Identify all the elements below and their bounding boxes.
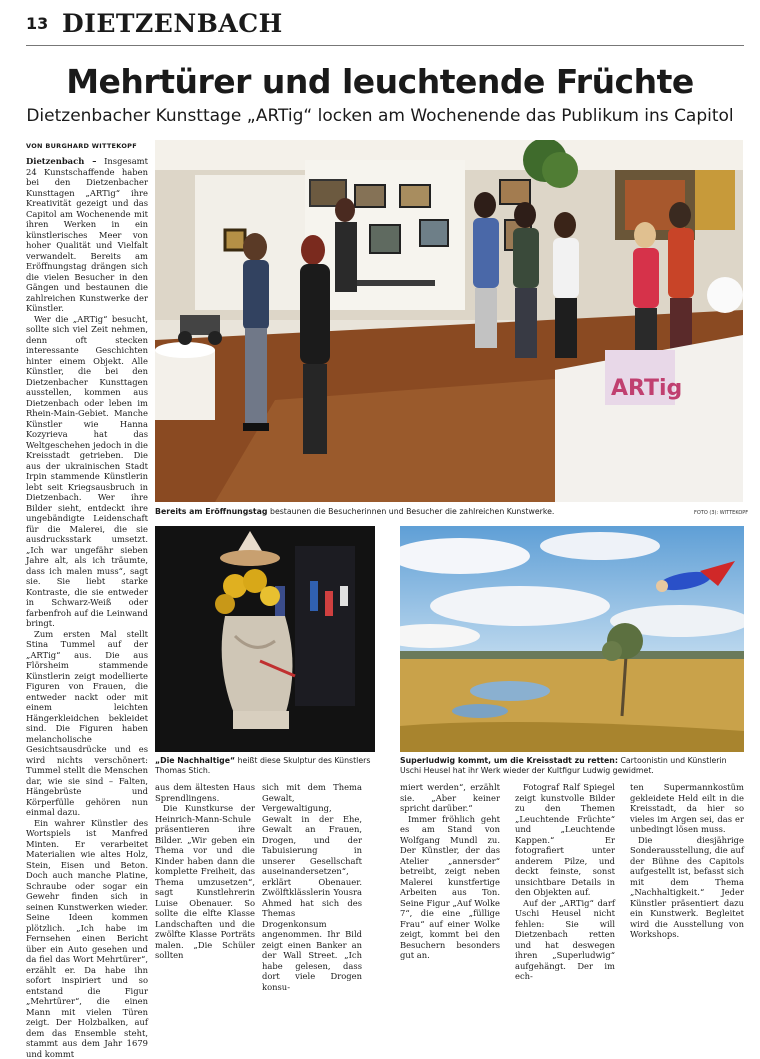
dateline: Dietzenbach – [26, 156, 96, 166]
caption-lead: „Die Nachhaltige“ [155, 756, 235, 765]
headline: Mehrtürer und leuchtende Früchte [0, 62, 760, 101]
section-title: DIETZENBACH [62, 9, 283, 38]
paragraph-text: Insgesamt 24 Kunstschaffende haben bei den Dietzenbacher Kunsttagen „ARTig“ ihre Kreativität gezeigt und das Capitol am Wochenende mit ihren Werken in ein künstlerisches Meer von hoher Qualität und Vielfalt verwandelt. Bereits am Eröffnungstag drängen sich die vielen Besucher in den Gängen und bestaunen die zahlreichen Kunstwerke der Künstler. [26, 156, 148, 313]
paragraph: Fotograf Ralf Spiegel zeigt kunstvolle Bilder zu den Themen „Leuchtende Früchte“ und „Leuchtende Kappen.“ Er fotografiert unter anderem Pilze, und deckt feinste, sonst unsichtbare Details in den Objekten auf. [515, 782, 615, 898]
article-column-4 [400, 782, 500, 961]
exhibition-illustration [155, 140, 743, 502]
caption-text: bestaunen die Besucherinnen und Besucher die zahlreichen Kunstwerke. [268, 507, 555, 516]
header-rule [26, 45, 744, 46]
main-photo-caption [155, 507, 685, 517]
paragraph: Wer die „ARTig“ besucht, sollte sich viel Zeit nehmen, denn oft stecken interessante Geschichten hinter einem Objekt. Alle Künstler, die bei den Dietzenbacher Kunsttagen ausstellen, kommen aus Dietzenbach oder leben im Rhein-Main-Gebiet. Manche Künstler wie Hanna Kozyrieva hat das Weltgeschehen jedoch in die Kreisstadt getrieben. Die aus der ukrainischen Stadt Irpin stammende Künstlerin lebt seit Kriegsausbruch in Dietzenbach. Wer ihre Bilder sieht, entdeckt ihre ungebändigte Leidenschaft für die Malerei, die sie ausdrucksstark umsetzt. „Ich war ungefähr sieben Jahre alt, als ich träumte, dass ich malen muss“, sagt sie. Sie liebt starke Kontraste, die sie entweder in Schwarz-Weiß oder farbenfroh auf die Leinwand bringt. [26, 314, 148, 629]
paragraph: miert werden“, erzählt sie. „Aber keiner spricht darüber.“ [400, 782, 500, 814]
article-column-1 [26, 156, 148, 1059]
paragraph [26, 156, 148, 314]
painting-caption [400, 756, 744, 776]
paragraph: Die Kunstkurse der Heinrich-Mann-Schule präsentieren ihre Bilder. „Wir geben ein Thema vor und die Kinder haben dann die komplette Freiheit, das Thema umzusetzen“, sagt Kunstlehrerin Luise Obenauer. So sollte die elfte Klasse Landschaften und die zwölfte Klasse Porträts malen. „Die Schüler sollten [155, 803, 255, 961]
superludwig-painting-photo [400, 526, 744, 752]
paragraph: Zum ersten Mal stellt Stina Tummel auf der „ARTig“ aus. Die aus Flörsheim stammende Künstlerin zeigt modellierte Figuren von Frauen, die entweder nackt oder mit einem leichten Hängerkleidchen bekleidet sind. Die Figuren haben melancholische Gesichtsausdrücke und es wird nichts verschönert: Tummel stellt die Menschen dar, wie sie sind – Falten, Hängebrüste und Körperfülle gehören nun einmal dazu. [26, 629, 148, 818]
paragraph: Immer fröhlich geht es am Stand von Wolfgang Mundl zu. Der Künstler, der das Atelier „annersder“ betreibt, zeigt neben Malerei kunstfertige Arbeiten aus Ton. Seine Figur „Auf Wolke 7“, die eine „füllige Frau“ auf einer Wolke zeigt, kommt bei den Besuchern besonders gut an. [400, 814, 500, 961]
sculpture-photo [155, 526, 375, 752]
paragraph: Auf der „ARTig“ darf Uschi Heusel nicht fehlen: Sie will Dietzenbach retten und hat deswegen ihren „Superludwig“ aufgehängt. Der im ech- [515, 898, 615, 982]
sculpture-caption [155, 756, 385, 776]
painting-illustration [400, 526, 744, 752]
paragraph: aus dem ältesten Haus Sprendlingens. [155, 782, 255, 803]
subheadline: Dietzenbacher Kunsttage „ARTig“ locken am Wochenende das Publikum ins Capitol [0, 106, 760, 126]
paragraph: Ein wahrer Künstler des Wortspiels ist Manfred Minten. Er verarbeitet Materialien wie altes Holz, Stein, Eisen und Beton. Doch auch manche Platine, Schraube oder sogar ein Gewehr finden sich in seinen Kunstwerken wieder. Seine Ideen kommen plötzlich. „Ich habe im Fernsehen einen Bericht über ein Auto gesehen und da fiel das Wort Mehrtürer“, erzählt er. Da habe ihn sofort inspiriert und so entstand die Figur „Mehrtürer“, die einen Mann mit vielen Türen zeigt. Der Holzbalken, auf dem das Ensemble steht, stammt aus dem Jahr 1679 und kommt [26, 818, 148, 1059]
poster-text: ARTig [611, 376, 682, 401]
caption-lead: Superludwig kommt, um die Kreisstadt zu retten: [400, 756, 618, 765]
article-column-3 [262, 782, 362, 992]
article-column-6 [630, 782, 744, 940]
paragraph: sich mit dem Thema Gewalt, Vergewaltigung, Gewalt in der Ehe, Gewalt an Frauen, Drogen, und der Tabuisierung in unserer Gesellschaft auseinandersetzen“, erklärt Obenauer. Zwölftklässlerin Yousra Ahmed hat sich des Themas Drogenkonsum angenommen. Ihr Bild zeigt einen Banker an der Wall Street. „Ich habe gelesen, dass dort viele Drogen konsu- [262, 782, 362, 992]
page-number: 13 [26, 14, 48, 33]
paragraph: ten Supermannkostüm gekleidete Held eilt in die Kreisstadt, da hier so vieles im Argen sei, das er unbedingt lösen muss. [630, 782, 744, 835]
photo-credit: FOTO (3): WITTEKOPF [694, 510, 748, 516]
caption-text: heißt diese Skulptur des Künstlers Thomas Stich. [155, 756, 370, 775]
sculpture-illustration [155, 526, 375, 752]
exhibition-photo [155, 140, 743, 502]
byline: VON BURGHARD WITTEKOPF [26, 142, 137, 150]
paragraph: Die diesjährige Sonderausstellung, die auf der Bühne des Capitols aufgestellt ist, befasst sich mit dem Thema „Nachhaltigkeit.“ Jeder Künstler präsentiert dazu ein Kunstwerk. Begleitet wird die Ausstellung von Workshops. [630, 835, 744, 940]
caption-text: Cartoonistin und Künstlerin Uschi Heusel hat ihr Werk wieder der Kultfigur Ludwig gewidmet. [400, 756, 727, 775]
article-column-2 [155, 782, 255, 961]
caption-lead: Bereits am Eröffnungstag [155, 507, 268, 516]
article-column-5 [515, 782, 615, 982]
